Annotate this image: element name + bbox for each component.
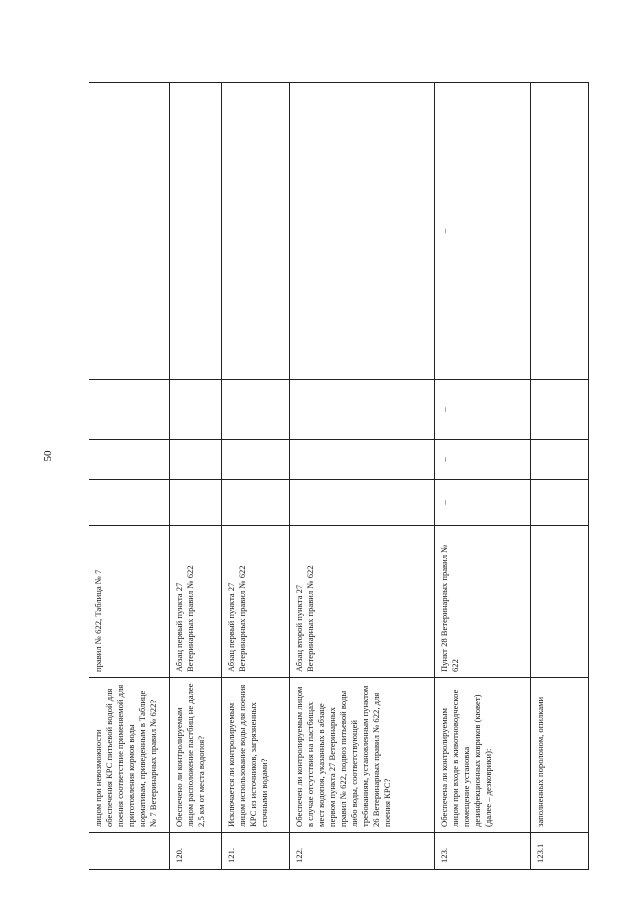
answer-no-cell (221, 440, 289, 480)
answer-no-cell (289, 440, 434, 480)
question-cell: лицом при невозможности обеспечения КРС питьевой водой для поения соответствие применяемой для приготовления кормов воды нормативам, приведенным в Таблице № 7 Ветеринарных правил № 622? (89, 678, 169, 833)
question-cell: заполненных поролоном, опилками (530, 678, 588, 833)
notes-cell: – (434, 83, 530, 380)
answer-yes-cell (169, 480, 221, 526)
answer-na-cell (289, 380, 434, 440)
answer-no-cell (169, 440, 221, 480)
reference-cell (530, 526, 588, 678)
table-row (289, 83, 434, 870)
rotated-table-container (89, 83, 588, 870)
notes-cell (221, 83, 289, 380)
answer-no-cell (89, 440, 169, 480)
row-number: 123.1 (530, 833, 588, 870)
answer-yes-cell: – (434, 480, 530, 526)
table-row (221, 83, 289, 870)
reference-cell: Пункт 28 Ветеринарных правил № 622 (434, 526, 530, 678)
question-cell: Обеспечено ли контролируемым лицом расположение пастбищ не далее 2,5 км от места водопоя? (169, 678, 221, 833)
reference-cell: правил № 622, Таблица № 7 (89, 526, 169, 678)
answer-na-cell: – (434, 380, 530, 440)
question-cell: Обеспечен ли контролируемым лицом в случае отсутствия на пастбищах мест водопоя, указанных в абзаце первом пункта 27 Ветеринарных правил № 622, подвоз питьевой воды либо воды, соответствующей требованиям, установленным пунктом 26 Ветеринарных правил № 622, для поения КРС? (289, 678, 434, 833)
reference-cell: Абзац второй пункта 27 Ветеринарных правил № 622 (289, 526, 434, 678)
notes-cell (89, 83, 169, 380)
row-number: 122. (289, 833, 434, 870)
answer-no-cell (530, 440, 588, 480)
reference-cell: Абзац первый пункта 27 Ветеринарных правил № 622 (169, 526, 221, 678)
answer-na-cell (89, 380, 169, 440)
row-number: 123. (434, 833, 530, 870)
row-number: 121. (221, 833, 289, 870)
row-number: 120. (169, 833, 221, 870)
table-row (530, 83, 588, 870)
table-row (169, 83, 221, 870)
notes-cell (289, 83, 434, 380)
notes-cell (169, 83, 221, 380)
question-cell: Исключается ли контролируемым лицом использование воды для поения КРС из источников, загрязненных сточными водами? (221, 678, 289, 833)
answer-yes-cell (89, 480, 169, 526)
answer-yes-cell (221, 480, 289, 526)
answer-na-cell (169, 380, 221, 440)
answer-no-cell: – (434, 440, 530, 480)
checklist-table (89, 82, 589, 870)
table-row (434, 83, 530, 870)
reference-cell: Абзац первый пункта 27 Ветеринарных правил № 622 (221, 526, 289, 678)
answer-na-cell (530, 380, 588, 440)
notes-cell (530, 83, 588, 380)
answer-yes-cell (530, 480, 588, 526)
answer-yes-cell (289, 480, 434, 526)
page-number: 50 (42, 450, 54, 462)
answer-na-cell (221, 380, 289, 440)
question-cell: Обеспечена ли контролируемым лицом при входе в животноводческое помещение установка дезинфекционных ковриков (кювет) (далее – дезковрики): (434, 678, 530, 833)
row-number (89, 833, 169, 870)
table-row (89, 83, 169, 870)
